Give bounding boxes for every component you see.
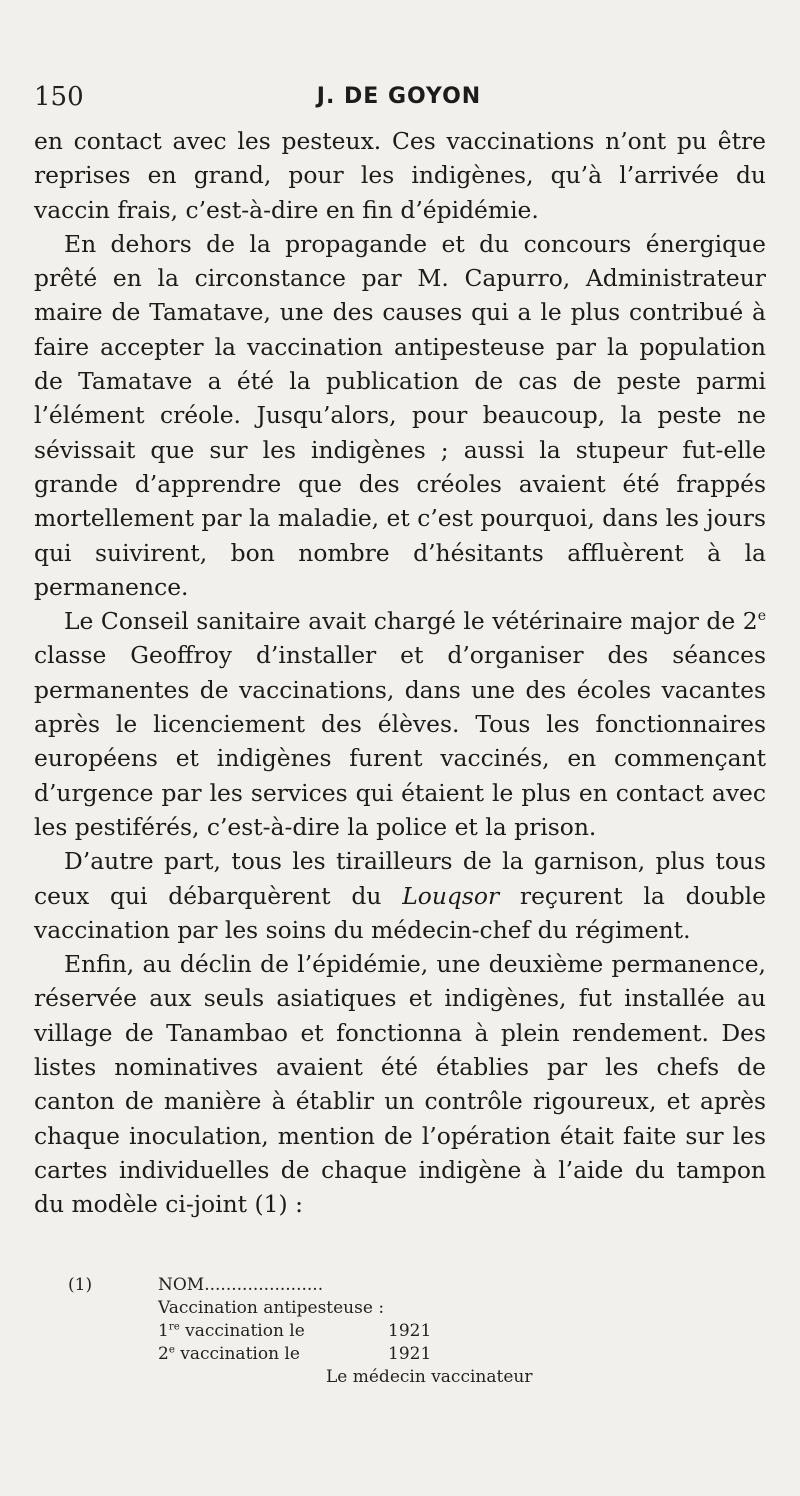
page-number: 150 bbox=[34, 82, 84, 112]
running-title: J. DE GOYON bbox=[316, 84, 482, 109]
ordinal-superscript: e bbox=[757, 608, 766, 625]
paragraph-3 bbox=[34, 604, 766, 844]
dose-1-text: vaccination le bbox=[179, 1321, 305, 1341]
dose-2-label bbox=[158, 1343, 388, 1366]
paragraph-5: Enfin, au déclin de l’épidémie, une deuxième permanence, réservée aux seuls asiatiques et indigènes, fut installée au village de Tanambao et fonctionna à plein rendement. Des listes nominatives avaient été établies par les chefs de canton de manière à établir un contrôle rigoureux, et après chaque inoculation, mention de l’opération était faite sur les cartes individuelles de chaque indigène à l’aide du tampon du modèle ci-joint (1) : bbox=[34, 950, 766, 1219]
dose-1-label bbox=[158, 1320, 388, 1343]
dose-2-text: vaccination le bbox=[174, 1344, 300, 1364]
footnote-name-row bbox=[68, 1274, 628, 1297]
paragraph-4 bbox=[34, 844, 766, 947]
paragraph-1: en contact avec les pesteux. Ces vaccinations n’ont pu être reprises en grand, pour les indigènes, qu’à l’arrivée du vaccin frais, c’est-à-dire en fin d’épidémie. bbox=[34, 127, 766, 224]
dose-1-year: 1921 bbox=[388, 1321, 432, 1341]
dose-2-number: 2 bbox=[158, 1344, 169, 1364]
paragraph-2: En dehors de la propagande et du concours énergique prêté en la circonstance par M. Capurro, Administrateur maire de Tamatave, une des causes qui a le plus contribué à faire accepter la vaccination antipesteuse par la population de Tamatave a été la publication de cas de peste parmi l’élément créole. Jusqu’alors, pour beaucoup, la peste ne sévissait que sur les indigènes ; aussi la stupeur fut-elle grande d’apprendre que des créoles avaient été frappés mortellement par la maladie, et c’est pourquoi, dans les jours qui suivirent, bon nombre d’hésitants affluèrent à la permanence. bbox=[34, 229, 766, 601]
footnote-dose-2 bbox=[68, 1343, 628, 1366]
dose-2-superscript: e bbox=[168, 1344, 175, 1356]
footnote-mark: (1) bbox=[68, 1275, 93, 1295]
footnote-dose-1 bbox=[68, 1320, 628, 1343]
body-text bbox=[34, 124, 766, 1222]
dose-1-number: 1 bbox=[158, 1321, 169, 1341]
paragraph-3-end: classe Geoffroy d’installer et d’organiser des séances permanentes de vaccinations, dans une des écoles vacantes après le licenciement des élèves. Tous les fonctionnaires européens et indigènes furent vaccinés, en commençant d’urgence par les services qui étaient le plus en contact avec les pestiférés, c’est-à-dire la police et la prison. bbox=[34, 641, 766, 841]
footnote bbox=[68, 1274, 628, 1389]
running-head bbox=[34, 82, 764, 116]
footnote-signature: Le médecin vaccinateur bbox=[326, 1367, 533, 1387]
footnote-title-line: Vaccination antipesteuse : bbox=[158, 1298, 385, 1318]
ship-name: Louqsor bbox=[402, 881, 500, 910]
paragraph-3-start: Le Conseil sanitaire avait chargé le vétérinaire major de 2 bbox=[64, 607, 758, 636]
paragraph-4-end: reçurent la double vaccination par les soins du médecin-chef du régiment. bbox=[34, 881, 767, 944]
dose-2-year: 1921 bbox=[388, 1344, 432, 1364]
footnote-name-label: NOM...................... bbox=[158, 1275, 324, 1295]
dose-1-superscript: re bbox=[168, 1321, 180, 1333]
paragraph-4-start: D’autre part, tous les tirailleurs de la garnison, plus tous ceux qui débarquèrent du bbox=[34, 847, 766, 910]
